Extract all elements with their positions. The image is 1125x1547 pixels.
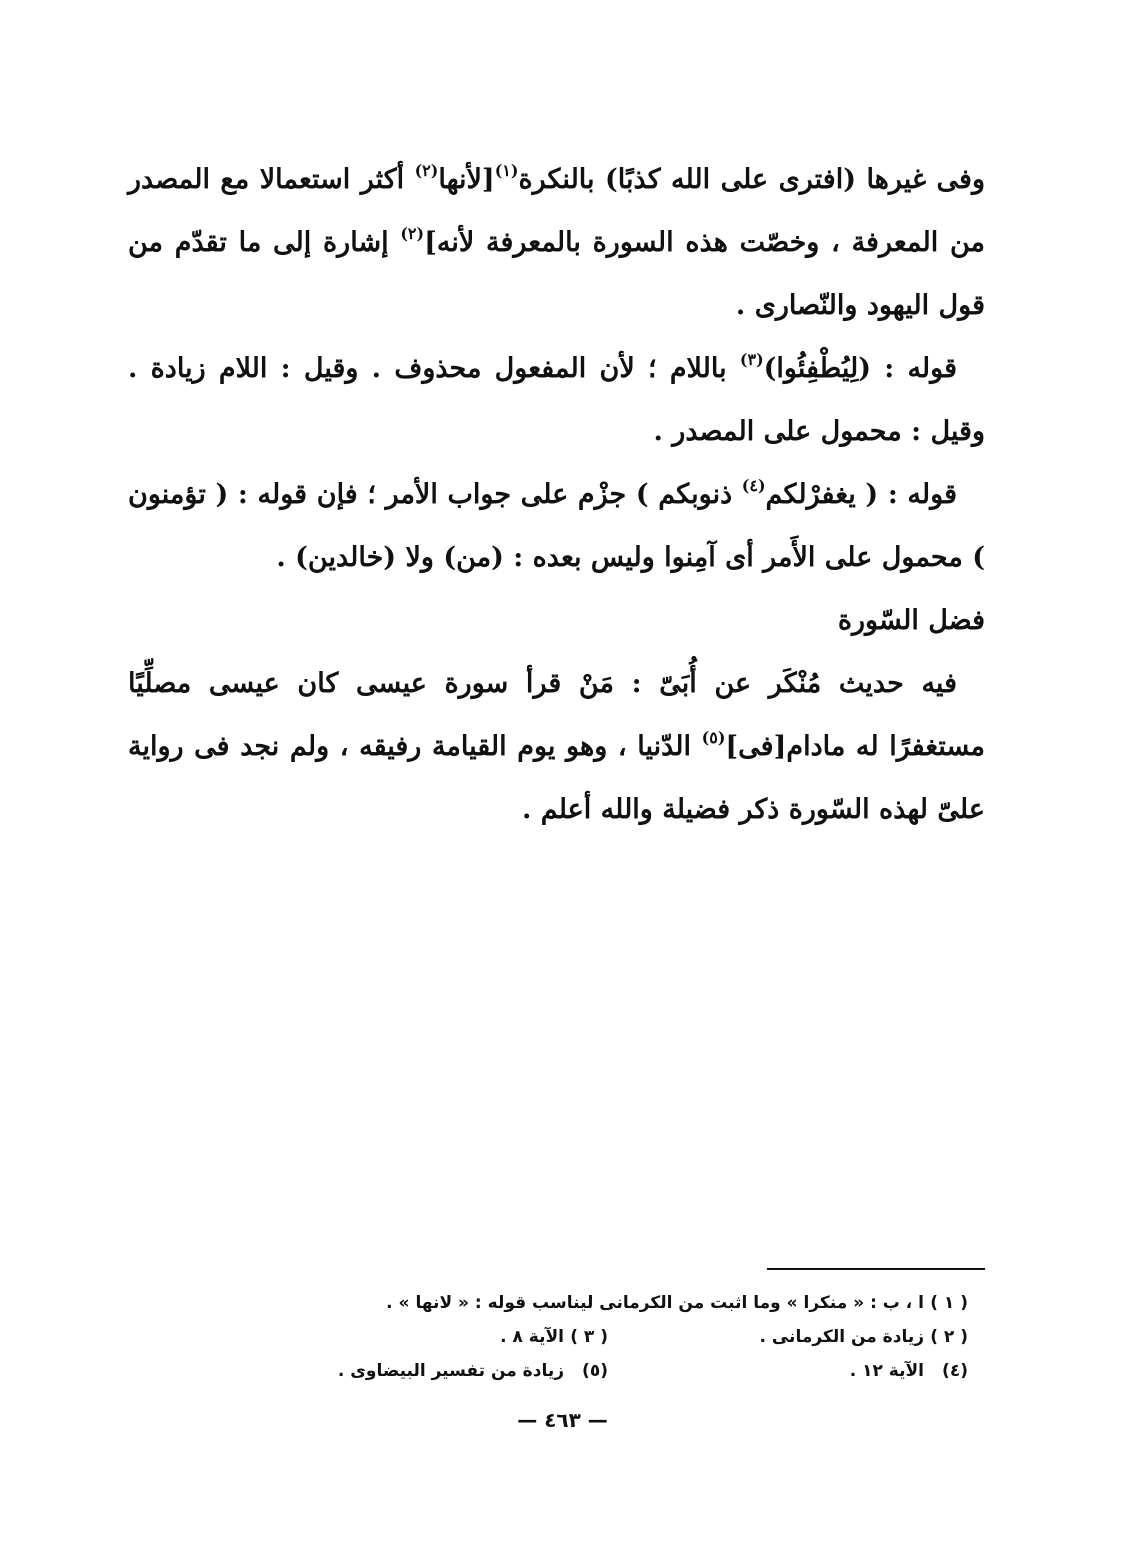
section-heading: فضل السّورة (837, 605, 985, 636)
footnote-text: الآية ٨ . (500, 1327, 564, 1347)
footnote-line (190, 1286, 968, 1320)
footnote-number: ( ١ ) (930, 1293, 968, 1313)
footnote-line (190, 1320, 968, 1354)
paragraph-text: الدّنيا ، وهو يوم القيامة رفيقه ، ولم نجد فى رواية علىّ لهذه السّورة ذكر فضيلة والله أعلم . (128, 731, 985, 825)
footnote-number: (٥) (582, 1361, 608, 1381)
paragraph-text: وفى غيرها (افترى على الله كذبًا) بالنكرة (518, 164, 985, 195)
footnote-number: ( ٢ ) (930, 1327, 968, 1347)
footnote-text: زيادة من الكرمانى . (759, 1327, 924, 1347)
footnote-number: (٤) (942, 1361, 968, 1381)
paragraph-text: أكثر استعمالا مع المصدر من المعرفة ، وخصّت هذه السورة بالمعرفة لأنه] (128, 164, 985, 258)
footnote-text: ا ، ب : « منكرا » وما اثبت من الكرمانى ليناسب قوله : « لانها » . (386, 1293, 924, 1313)
paragraph-text: [لأنها (438, 164, 495, 195)
footnote-ref: (٤) (741, 476, 766, 495)
footnote-ref: (٣) (739, 350, 764, 369)
footnote-ref: (٢) (400, 224, 425, 243)
footnote-ref: (٥) (701, 728, 726, 747)
paragraph (128, 148, 985, 337)
paragraph-text: قوله : ( يغفرْلكم (765, 479, 957, 510)
paragraph-text: ذنوبكم ) جزْم على جواب الأمر ؛ فإن قوله : ( تؤمنون ) محمول على الأَمر أى آمِنوا وليس بعده : (من) ولا (خالدين) . (128, 479, 985, 573)
main-text (128, 148, 985, 841)
footnotes (190, 1286, 968, 1388)
footnote-line (190, 1354, 968, 1388)
page-number: — ٤٦٣ — (517, 1408, 608, 1432)
paragraph (128, 652, 985, 841)
footnote-ref: (١) (494, 161, 519, 180)
paragraph (128, 337, 985, 463)
paragraph-text: فيه حديث مُنْكَر عن أُبَىّ : مَنْ قرأ سورة عيسى كان عيسى مصلِّيًا مستغفرًا له مادام[فى] (128, 668, 985, 762)
paragraph-text: باللام ؛ لأن المفعول محذوف . وقيل : اللام زيادة . وقيل : محمول على المصدر . (128, 353, 985, 447)
footnote-separator (767, 1268, 985, 1270)
paragraph-text: إشارة إلى ما تقدّم من قول اليهود والنّصارى . (128, 227, 985, 321)
paragraph (128, 463, 985, 589)
footnote-text: زيادة من تفسير البيضاوى . (337, 1361, 564, 1381)
paragraph-text: قوله : (لِيُطْفِئُوا) (763, 353, 958, 384)
footnote-text: الآية ١٢ . (849, 1361, 924, 1381)
footnote-number: ( ٣ ) (570, 1327, 608, 1347)
footnote-ref: (٢) (414, 161, 439, 180)
